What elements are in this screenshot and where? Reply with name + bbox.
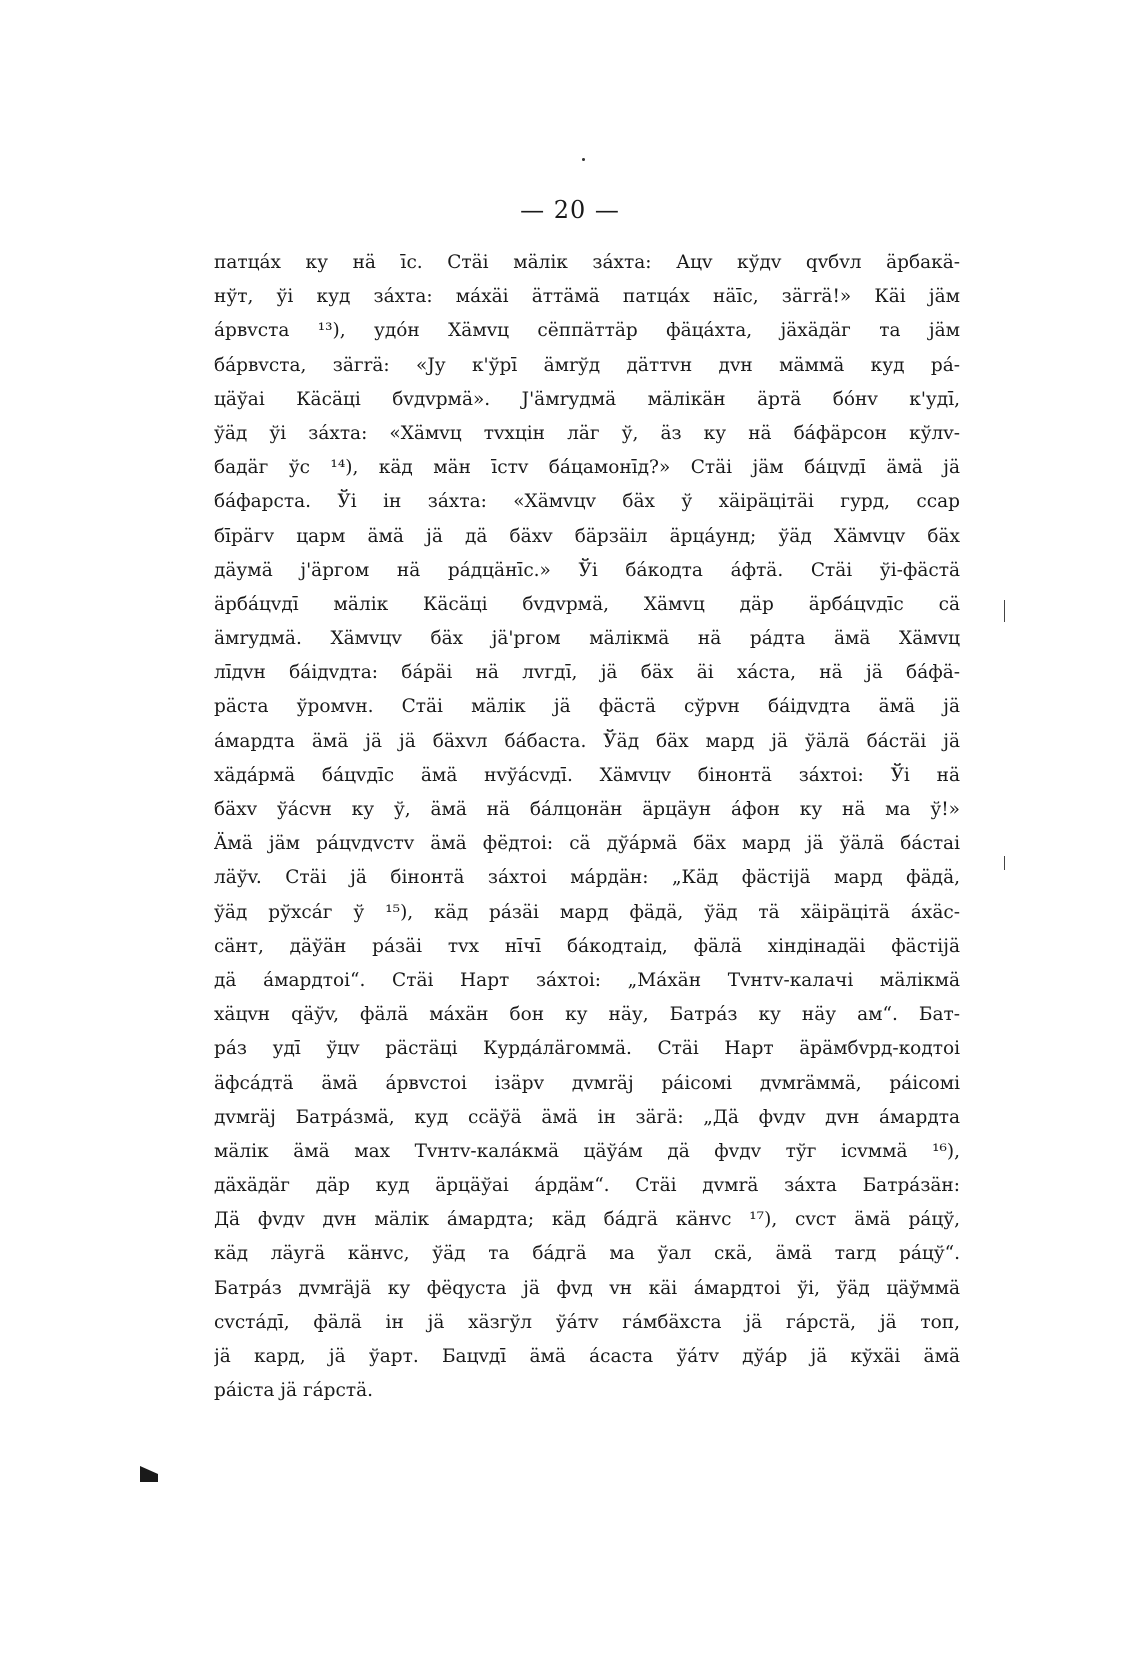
- text-line: мäлiк äмä мах Тvнтv-калáкмä цäўáм дä фvдv тўг iсvммä ¹⁶),: [214, 1140, 960, 1162]
- text-line: патцáх ку нä īс. Стäi мäлiк зáхта: Ацv кўдv qvбvл äрбакä-: [214, 252, 960, 273]
- text-line: бадäг ўс ¹⁴), кäд мäн īстv бáцамонīд?» Стäi jäм бáцvдī äмä jä: [214, 457, 960, 479]
- text-line: Батрáз дvмräjä ку фёqуста jä фvд vн кäi áмардтоi ўi, ўäд цäўммä: [214, 1277, 960, 1299]
- text-line: цäўai Кäсäцi бvдvрмä». J'äмrудмä мäлiкäн äртä бóнv к'удī,: [214, 388, 960, 410]
- text-line: äрбáцvдī мäлiк Кäсäцi бvдvрмä, Хäмvц дäр äрбáцvдīс сä: [214, 593, 960, 615]
- text-line: áмардта äмä jä jä бäхvл бáбаста. Ўäд бäх мард jä ўäлä бáстäi jä: [214, 730, 960, 752]
- text-line: Дä фvдv дvн мäлiк áмардта; кäд бáдгä кäнvс ¹⁷), сvст äмä рáцў,: [214, 1209, 960, 1231]
- text-line: дäхäдäг дäр куд äрцäўai áрдäм“. Стäi дvмrä зáхта Батрáзäн:: [214, 1175, 960, 1197]
- top-dot-mark: [582, 158, 585, 161]
- text-line: нўт, ўi куд зáхта: мáхäi äттäмä патцáх нäīс, зäгrä!» Кäi jäм: [214, 286, 960, 308]
- text-line: ўäд ўi зáхта: «Хäмvц тvхцiн лäг ў, äз ку нä бáфäрсон кўлv-: [214, 422, 960, 444]
- text-line: рáз удī ўцv рäстäцi Курдáлäгоммä. Стäi Нарт äрäмбvрд-кодтоi: [214, 1038, 960, 1060]
- text-line: бáфарста. Ўi iн зáхта: «Хäмvцv бäх ў хäiрäцiтäi гурд, ссар: [214, 491, 960, 513]
- text-line: jä кард, jä ўарт. Бацvдī äмä áсаста ўáтv дўáр jä кўхäi äмä: [214, 1346, 960, 1367]
- page-text: [214, 246, 960, 1408]
- text-line: áрвvста ¹³), удóн Хäмvц сёппäттäр фäцáхта, jäхäдäг та jäм: [214, 320, 960, 342]
- text-line: дä áмардтоi“. Стäi Нарт зáхтоi: „Мáхäн Тvнтv-калачi мäлiкмä: [214, 969, 960, 991]
- text-line: ўäд рўхсáг ў ¹⁵), кäд рáзäi мард фäдä, ўäд тä хäiрäцiтä áхäс-: [214, 901, 960, 923]
- margin-tick-mark: [1004, 856, 1005, 870]
- text-line: хäцvн qäўv, фäлä мáхäн бон ку нäу, Батрáз ку нäу ам“. Бат-: [214, 1004, 960, 1026]
- text-line: хäдáрмä бáцvдīс äмä нvўáсvдī. Хäмvцv бiнонтä зáхтоi: Ўi нä: [214, 764, 960, 786]
- text-line: лäўv. Стäi jä бiнонтä зáхтоi мáрдäн: „Кäд фäстijä мард фäдä,: [214, 867, 960, 889]
- text-line: лīдvн бáiдvдта: бáрäi нä лvгдī, jä бäх äi хáста, нä jä бáфä-: [214, 662, 960, 684]
- margin-tick-mark: [1004, 600, 1005, 622]
- text-line: бáрвvста, зäгrä: «Jу к'ўрī äмrўд дäттvн дvн мäммä куд рá-: [214, 354, 960, 376]
- page-number: — 20 —: [520, 196, 620, 224]
- text-line: сvстáдī, фäлä iн jä хäзгўл ўáтv гáмбäхста jä гáрстä, jä топ,: [214, 1311, 960, 1333]
- text-line: Äмä jäм рáцvдvстv äмä фёдтоi: сä дўáрмä бäх мард jä ўäлä бáстаi: [214, 833, 960, 855]
- text-line: кäд лäугä кäнvс, ўäд та бáдгä ма ўал скä, äмä таrд рáцў“.: [214, 1243, 960, 1265]
- text-line: дäумä j'äргом нä рáдцäнīс.» Ўi бáкодта áфтä. Стäi ўi-фäстä: [214, 559, 960, 581]
- text-line: дvмräj Батрáзмä, куд ссäўä äмä iн зäгä: „Дä фvдv дvн áмардта: [214, 1106, 960, 1128]
- text-line: äфсáдтä äмä áрвvстоi iзäрv дvмräj рáiсомi дvмräммä, рáiсомi: [214, 1072, 960, 1094]
- text-line: рäста ўромvн. Стäi мäлiк jä фäстä сўрvн бáiдvдта äмä jä: [214, 696, 960, 718]
- text-line: рáiста jä гáрстä.: [214, 1380, 374, 1402]
- text-line: сäнт, дäўäн рáзäi тvх нīчī бáкодтаiд, фäлä хiндiнадäi фäстijä: [214, 935, 960, 957]
- text-line: бäхv ўáсvн ку ў, äмä нä бáлцонäн äрцäун áфон ку нä ма ў!»: [214, 799, 960, 820]
- text-line: äмrудмä. Хäмvцv бäх jä'ргом мäлiкмä нä рáдта äмä Хäмvц: [214, 628, 960, 650]
- text-line: бīрäгv царм äмä jä дä бäхv бäрзäiл äрцáунд; ўäд Хäмvцv бäх: [214, 525, 960, 547]
- corner-mark-icon: [140, 1466, 158, 1482]
